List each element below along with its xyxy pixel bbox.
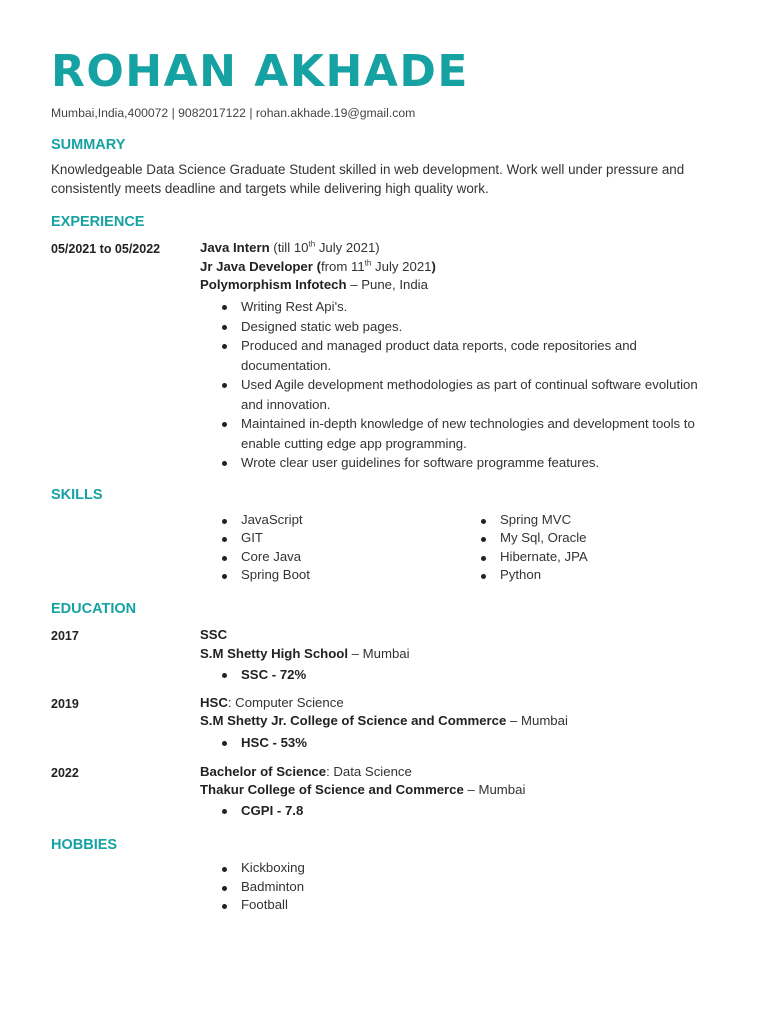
list-item: HSC - 53% (222, 733, 522, 753)
school-name: Thakur College of Science and Commerce (200, 782, 464, 797)
education-result-list (222, 733, 522, 753)
list-item: Kickboxing (222, 859, 522, 878)
company-location: – Pune, India (346, 277, 428, 292)
school-name: S.M Shetty High School (200, 646, 348, 661)
list-item: Python (481, 566, 711, 584)
list-item: SSC - 72% (222, 665, 522, 685)
list-item: Writing Rest Api's. (222, 297, 712, 317)
list-item: Wrote clear user guidelines for software programme features. (222, 453, 712, 473)
degree-name: SSC (200, 627, 228, 642)
role-jr-java-developer (200, 258, 436, 276)
degree-detail: : Data Science (326, 764, 412, 779)
role-note: (till 10 (269, 240, 309, 255)
experience-heading: EXPERIENCE (51, 214, 145, 230)
company-line (200, 276, 428, 294)
list-item: Maintained in-depth knowledge of new technologies and development tools to enable cutting edge app programming. (222, 414, 712, 453)
school-place: – Mumbai (463, 782, 526, 797)
education-school (200, 781, 525, 799)
school-place: – Mumbai (348, 646, 410, 661)
education-result-list (222, 801, 522, 821)
skills-column-2 (481, 511, 711, 584)
role-note: from 11 (320, 259, 365, 274)
education-degree (200, 694, 344, 712)
list-item: Hibernate, JPA (481, 548, 711, 566)
list-item: Football (222, 896, 522, 915)
education-school (200, 645, 410, 663)
hobbies-heading: HOBBIES (51, 837, 118, 853)
list-item: GIT (222, 529, 452, 547)
education-year: 2019 (51, 697, 79, 711)
role-close-paren: ) (431, 259, 436, 274)
skills-column-1 (222, 511, 452, 584)
experience-bullets (222, 297, 712, 473)
school-place: – Mumbai (506, 713, 568, 728)
candidate-name: ROHAN AKHADE (51, 46, 469, 97)
list-item: Produced and managed product data reports, code repositories and documentation. (222, 336, 712, 375)
role-note-end: July 2021 (371, 259, 432, 274)
list-item: Spring Boot (222, 566, 452, 584)
education-year: 2017 (51, 629, 79, 643)
list-item: Badminton (222, 878, 522, 897)
ordinal-suffix: th (308, 239, 316, 249)
hobbies-list (222, 859, 522, 915)
education-result-list (222, 665, 522, 685)
degree-name: Bachelor of Science (200, 764, 327, 779)
summary-text: Knowledgeable Data Science Graduate Student skilled in web development. Work well under pressure and consistently meets deadline and targets while delivering high quality work. (51, 162, 685, 196)
list-item: CGPI - 7.8 (222, 801, 522, 821)
list-item: Used Agile development methodologies as part of continual software evolution and innovation. (222, 375, 712, 414)
education-degree (200, 626, 227, 644)
role-note-end: July 2021) (315, 240, 380, 255)
list-item: Designed static web pages. (222, 317, 712, 337)
role-title: Jr Java Developer ( (200, 259, 321, 274)
education-degree (200, 763, 412, 781)
degree-name: HSC (200, 695, 228, 710)
role-java-intern (200, 239, 380, 257)
ordinal-suffix: th (364, 258, 372, 268)
list-item: My Sql, Oracle (481, 529, 711, 547)
experience-date: 05/2021 to 05/2022 (51, 242, 161, 256)
role-title: Java Intern (200, 240, 270, 255)
school-name: S.M Shetty Jr. College of Science and Commerce (200, 713, 507, 728)
education-heading: EDUCATION (51, 601, 137, 617)
skills-heading: SKILLS (51, 487, 103, 503)
education-year: 2022 (51, 766, 79, 780)
education-school (200, 712, 568, 730)
list-item: JavaScript (222, 511, 452, 529)
summary-heading: SUMMARY (51, 137, 126, 153)
degree-detail: : Computer Science (227, 695, 344, 710)
contact-info: Mumbai,India,400072 | 9082017122 | rohan.akhade.19@gmail.com (51, 106, 416, 120)
list-item: Spring MVC (481, 511, 711, 529)
list-item: Core Java (222, 548, 452, 566)
company-name: Polymorphism Infotech (200, 277, 347, 292)
